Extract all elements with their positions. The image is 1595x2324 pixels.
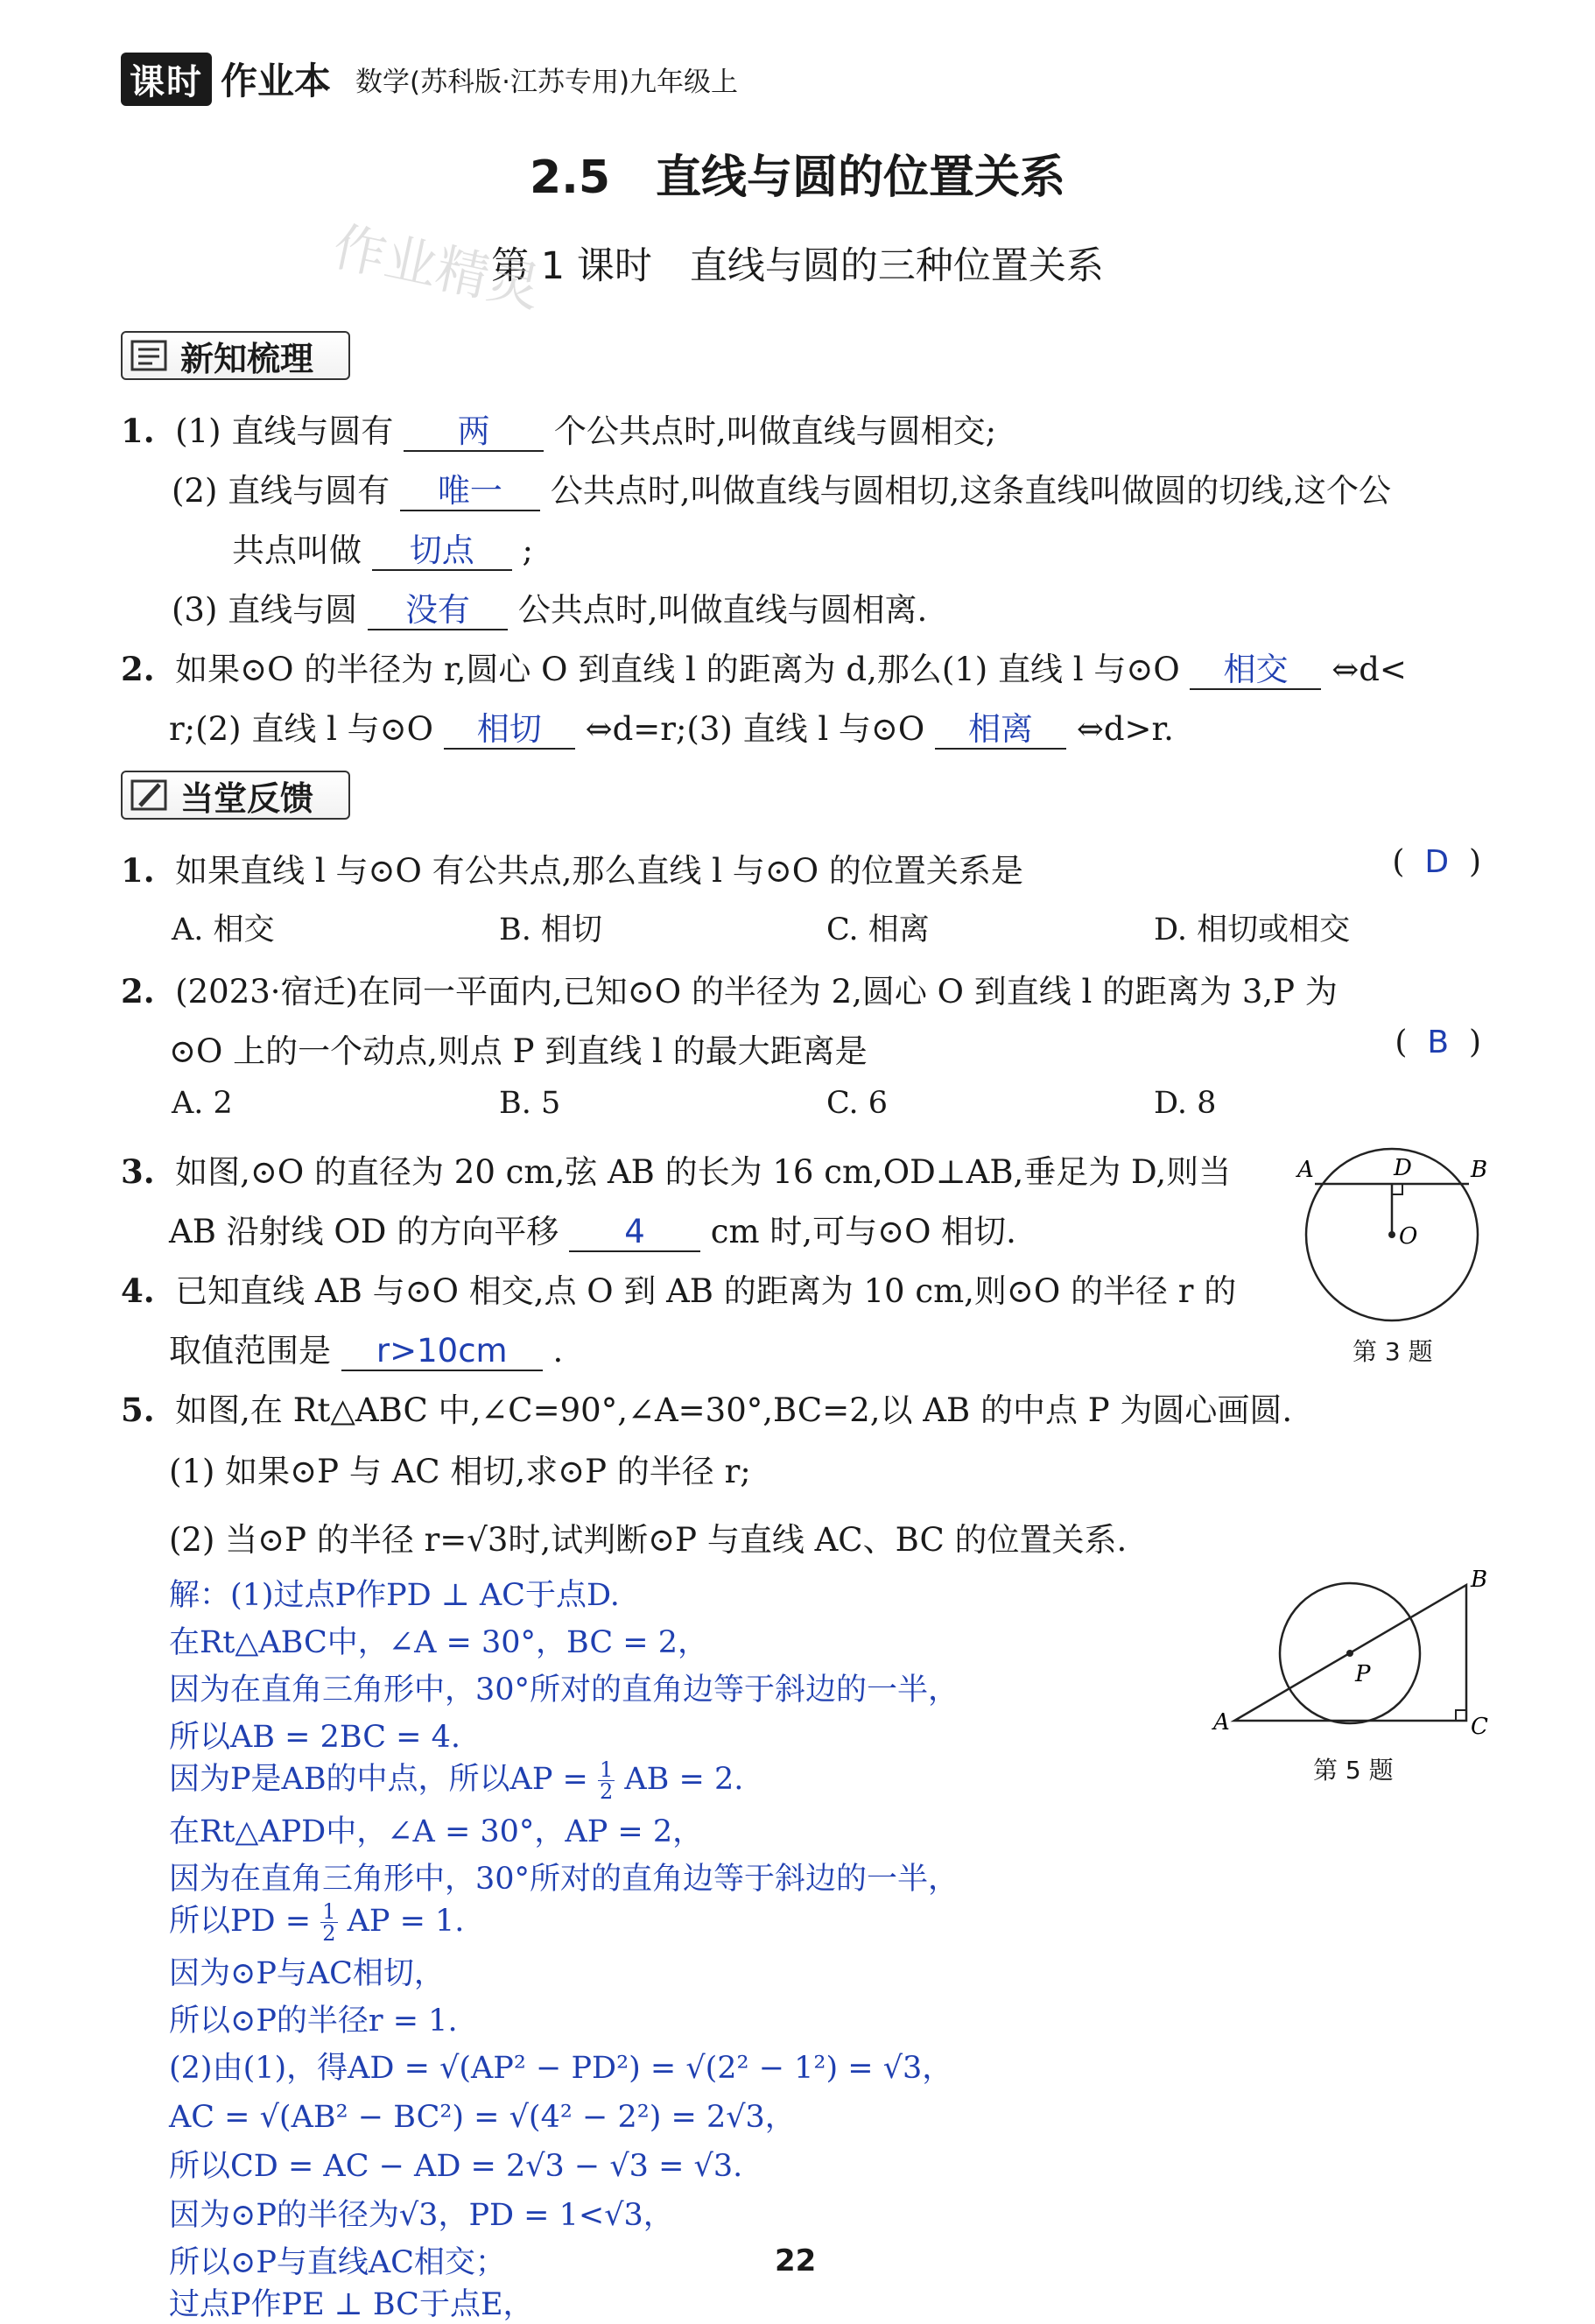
solution-line: 所以CD = AC − AD = 2√3 − √3 = √3. <box>169 2149 743 2184</box>
numerator: 1 <box>599 1757 614 1782</box>
solution-line: 在Rt△ABC中，∠A = 30°，BC = 2， <box>169 1625 708 1660</box>
answer-blank: 唯一 <box>400 474 540 511</box>
solution-line: 所以⊙P与直线AC相交； <box>169 2245 506 2280</box>
text: 如果⊙O 的半径为 r,圆心 O 到直线 l 的距离为 d,那么(1) 直线 l 与⊙O <box>175 651 1180 688</box>
section-title: 新知梳理 <box>180 339 314 378</box>
text: 如图,⊙O 的直径为 20 cm,弦 AB 的长为 16 cm,OD⊥AB,垂足为 D,则当 <box>175 1153 1232 1191</box>
option-c: C. 相离 <box>826 912 930 947</box>
page-title: 2.5 直线与圆的位置关系 <box>529 151 1066 204</box>
text: 已知直线 AB 与⊙O 相交,点 O 到 AB 的距离为 10 cm,则⊙O 的半径 r 的 <box>175 1272 1237 1310</box>
label-b: B <box>1471 1567 1488 1593</box>
question-number: 1. <box>121 851 155 890</box>
option-c: C. 6 <box>826 1086 889 1121</box>
text: 因为P是AB的中点，所以AP = <box>169 1762 588 1797</box>
s1-q2-line2 <box>169 702 1174 750</box>
text: (2) 直线与圆有 <box>172 472 390 510</box>
s2-q1 <box>121 844 1023 891</box>
text: AB = 2. <box>624 1762 744 1797</box>
s2-q3-line1 <box>121 1145 1231 1193</box>
text: ; <box>522 532 533 569</box>
question-number: 2. <box>121 650 155 688</box>
pencil-icon <box>130 778 170 813</box>
text: AP = 1. <box>347 1904 465 1939</box>
page-subtitle: 第 1 课时 直线与圆的三种位置关系 <box>491 244 1104 288</box>
text: 所以PD = <box>169 1904 312 1939</box>
solution-line: AC = √(AB² − BC²) = √(4² − 2²) = 2√3， <box>169 2100 796 2135</box>
s2-q2-line2 <box>169 1025 868 1072</box>
s2-q4-line1 <box>121 1264 1236 1312</box>
s2-q3-line2 <box>169 1205 1016 1252</box>
text: (1) 如果⊙P 与 AC 相切,求⊙P 的半径 r; <box>169 1453 751 1490</box>
text: 取值范围是 <box>169 1332 331 1370</box>
answer: B <box>1427 1025 1450 1060</box>
solution-line <box>169 1755 743 1802</box>
text: ⊙O 上的一个动点,则点 P 到直线 l 的最大距离是 <box>169 1032 868 1070</box>
solution-line <box>169 1897 464 1944</box>
answer-blank: 4 <box>569 1215 700 1252</box>
label-p: P <box>1355 1661 1371 1687</box>
s2-q5-line1 <box>121 1384 1292 1431</box>
label-o: O <box>1399 1223 1418 1250</box>
option-a: A. 2 <box>172 1086 233 1121</box>
answer-blank: 相切 <box>444 712 575 750</box>
answer-blank: r>10cm <box>341 1334 543 1371</box>
solution-line: 过点P作PE ⊥ BC于点E， <box>169 2287 534 2322</box>
label-a: A <box>1297 1157 1314 1183</box>
solution-line: 因为在直角三角形中，30°所对的直角边等于斜边的一半， <box>169 1862 959 1897</box>
solution-line: 因为⊙P与AC相切， <box>169 1956 445 1991</box>
answer-blank: 没有 <box>368 593 508 630</box>
denominator: 2 <box>599 1779 614 1804</box>
solution-line: 所以⊙P的半径r = 1. <box>169 2004 458 2039</box>
answer-blank: 相离 <box>935 712 1066 750</box>
right-angle-mark <box>1456 1710 1466 1721</box>
option-d: D. 相切或相交 <box>1154 912 1351 947</box>
text: ⇔d< <box>1332 651 1407 688</box>
fraction <box>598 1759 615 1802</box>
center-dot <box>1346 1650 1353 1657</box>
center-dot <box>1388 1231 1395 1238</box>
text: r;(2) 直线 l 与⊙O <box>169 710 434 748</box>
text: ⇔d>r. <box>1076 710 1174 748</box>
s2-q4-line2 <box>169 1324 563 1371</box>
figure-q5 <box>1208 1567 1497 1743</box>
text: 共点叫做 <box>232 532 362 569</box>
s2-q2-line1 <box>121 965 1338 1012</box>
solution-line: (2)由(1)，得AD = √(AP² − PD²) = √(2² − 1²) = √3， <box>169 2051 953 2086</box>
solution-line: 因为在直角三角形中，30°所对的直角边等于斜边的一半， <box>169 1673 959 1708</box>
section-header-new-knowledge <box>121 331 350 380</box>
text: 公共点时,叫做直线与圆相切,这条直线叫做圆的切线,这个公 <box>550 472 1391 510</box>
notebook-icon <box>130 338 170 373</box>
s1-q1-part1 <box>121 405 996 452</box>
solution-line: 解：(1)过点P作PD ⊥ AC于点D. <box>169 1578 620 1613</box>
text: (1) 直线与圆有 <box>175 412 394 450</box>
text: 公共点时,叫做直线与圆相离. <box>517 591 928 629</box>
question-number: 1. <box>121 412 155 450</box>
s2-q5-line2 <box>169 1445 751 1492</box>
option-d: D. 8 <box>1154 1086 1217 1121</box>
question-number: 2. <box>121 972 155 1011</box>
option-a: A. 相交 <box>172 912 275 947</box>
text: 如果直线 l 与⊙O 有公共点,那么直线 l 与⊙O 的位置关系是 <box>175 852 1023 890</box>
answer-blank: 两 <box>404 414 544 452</box>
label-d: D <box>1394 1155 1412 1181</box>
question-number: 5. <box>121 1391 155 1429</box>
subject-label: 数学(苏科版·江苏专用)九年级上 <box>355 66 739 98</box>
right-angle-mark <box>1392 1184 1402 1194</box>
s1-q2-line1 <box>121 643 1407 690</box>
solution-line: 因为⊙P的半径为√3，PD = 1<√3， <box>169 2198 674 2233</box>
text: 个公共点时,叫做直线与圆相交; <box>553 412 997 450</box>
watermark: 作业精灵 <box>327 215 546 320</box>
figure-q5-caption: 第 5 题 <box>1313 1756 1394 1785</box>
s1-q1-part2b <box>232 524 533 571</box>
text: (2) 当⊙P 的半径 r=√3时,试判断⊙P 与直线 AC、BC 的位置关系. <box>169 1521 1128 1559</box>
s2-q1-answer: ( D ) <box>1392 844 1481 880</box>
fraction <box>320 1901 337 1944</box>
figure-q3-caption: 第 3 题 <box>1353 1337 1433 1366</box>
s2-q5-line3 <box>169 1513 1127 1560</box>
option-b: B. 相切 <box>499 912 602 947</box>
answer: D <box>1424 844 1450 880</box>
solution-line: 所以AB = 2BC = 4. <box>169 1720 460 1755</box>
s1-q1-part2 <box>172 464 1391 511</box>
figure-q3 <box>1296 1138 1488 1349</box>
question-number: 3. <box>121 1152 155 1191</box>
numerator: 1 <box>322 1899 336 1924</box>
label-c: C <box>1471 1714 1488 1740</box>
text: ⇔d=r;(3) 直线 l 与⊙O <box>585 710 925 748</box>
book-title: 作业本 <box>221 60 332 102</box>
page-number: 22 <box>775 2243 817 2278</box>
label-b: B <box>1471 1157 1488 1183</box>
section-header-feedback <box>121 771 350 820</box>
section-title: 当堂反馈 <box>180 778 314 818</box>
question-number: 4. <box>121 1271 155 1310</box>
solution-line: 在Rt△APD中，∠A = 30°，AP = 2， <box>169 1814 704 1849</box>
text: cm 时,可与⊙O 相切. <box>710 1213 1016 1250</box>
s1-q1-part3 <box>172 583 927 630</box>
option-b: B. 5 <box>499 1086 561 1121</box>
answer-blank: 切点 <box>372 533 512 571</box>
label-a: A <box>1213 1709 1230 1736</box>
header <box>121 51 738 107</box>
denominator: 2 <box>322 1921 336 1946</box>
s2-q2-answer: ( B ) <box>1395 1025 1481 1060</box>
text: AB 沿射线 OD 的方向平移 <box>169 1213 559 1250</box>
logo: 课时 <box>121 53 212 106</box>
text: 如图,在 Rt△ABC 中,∠C=90°,∠A=30°,BC=2,以 AB 的中点 P 为圆心画圆. <box>175 1391 1293 1429</box>
text: . <box>552 1332 564 1370</box>
text: (3) 直线与圆 <box>172 591 358 629</box>
answer-blank: 相交 <box>1190 652 1321 690</box>
text: (2023·宿迁)在同一平面内,已知⊙O 的半径为 2,圆心 O 到直线 l 的距离为 3,P 为 <box>175 973 1338 1011</box>
